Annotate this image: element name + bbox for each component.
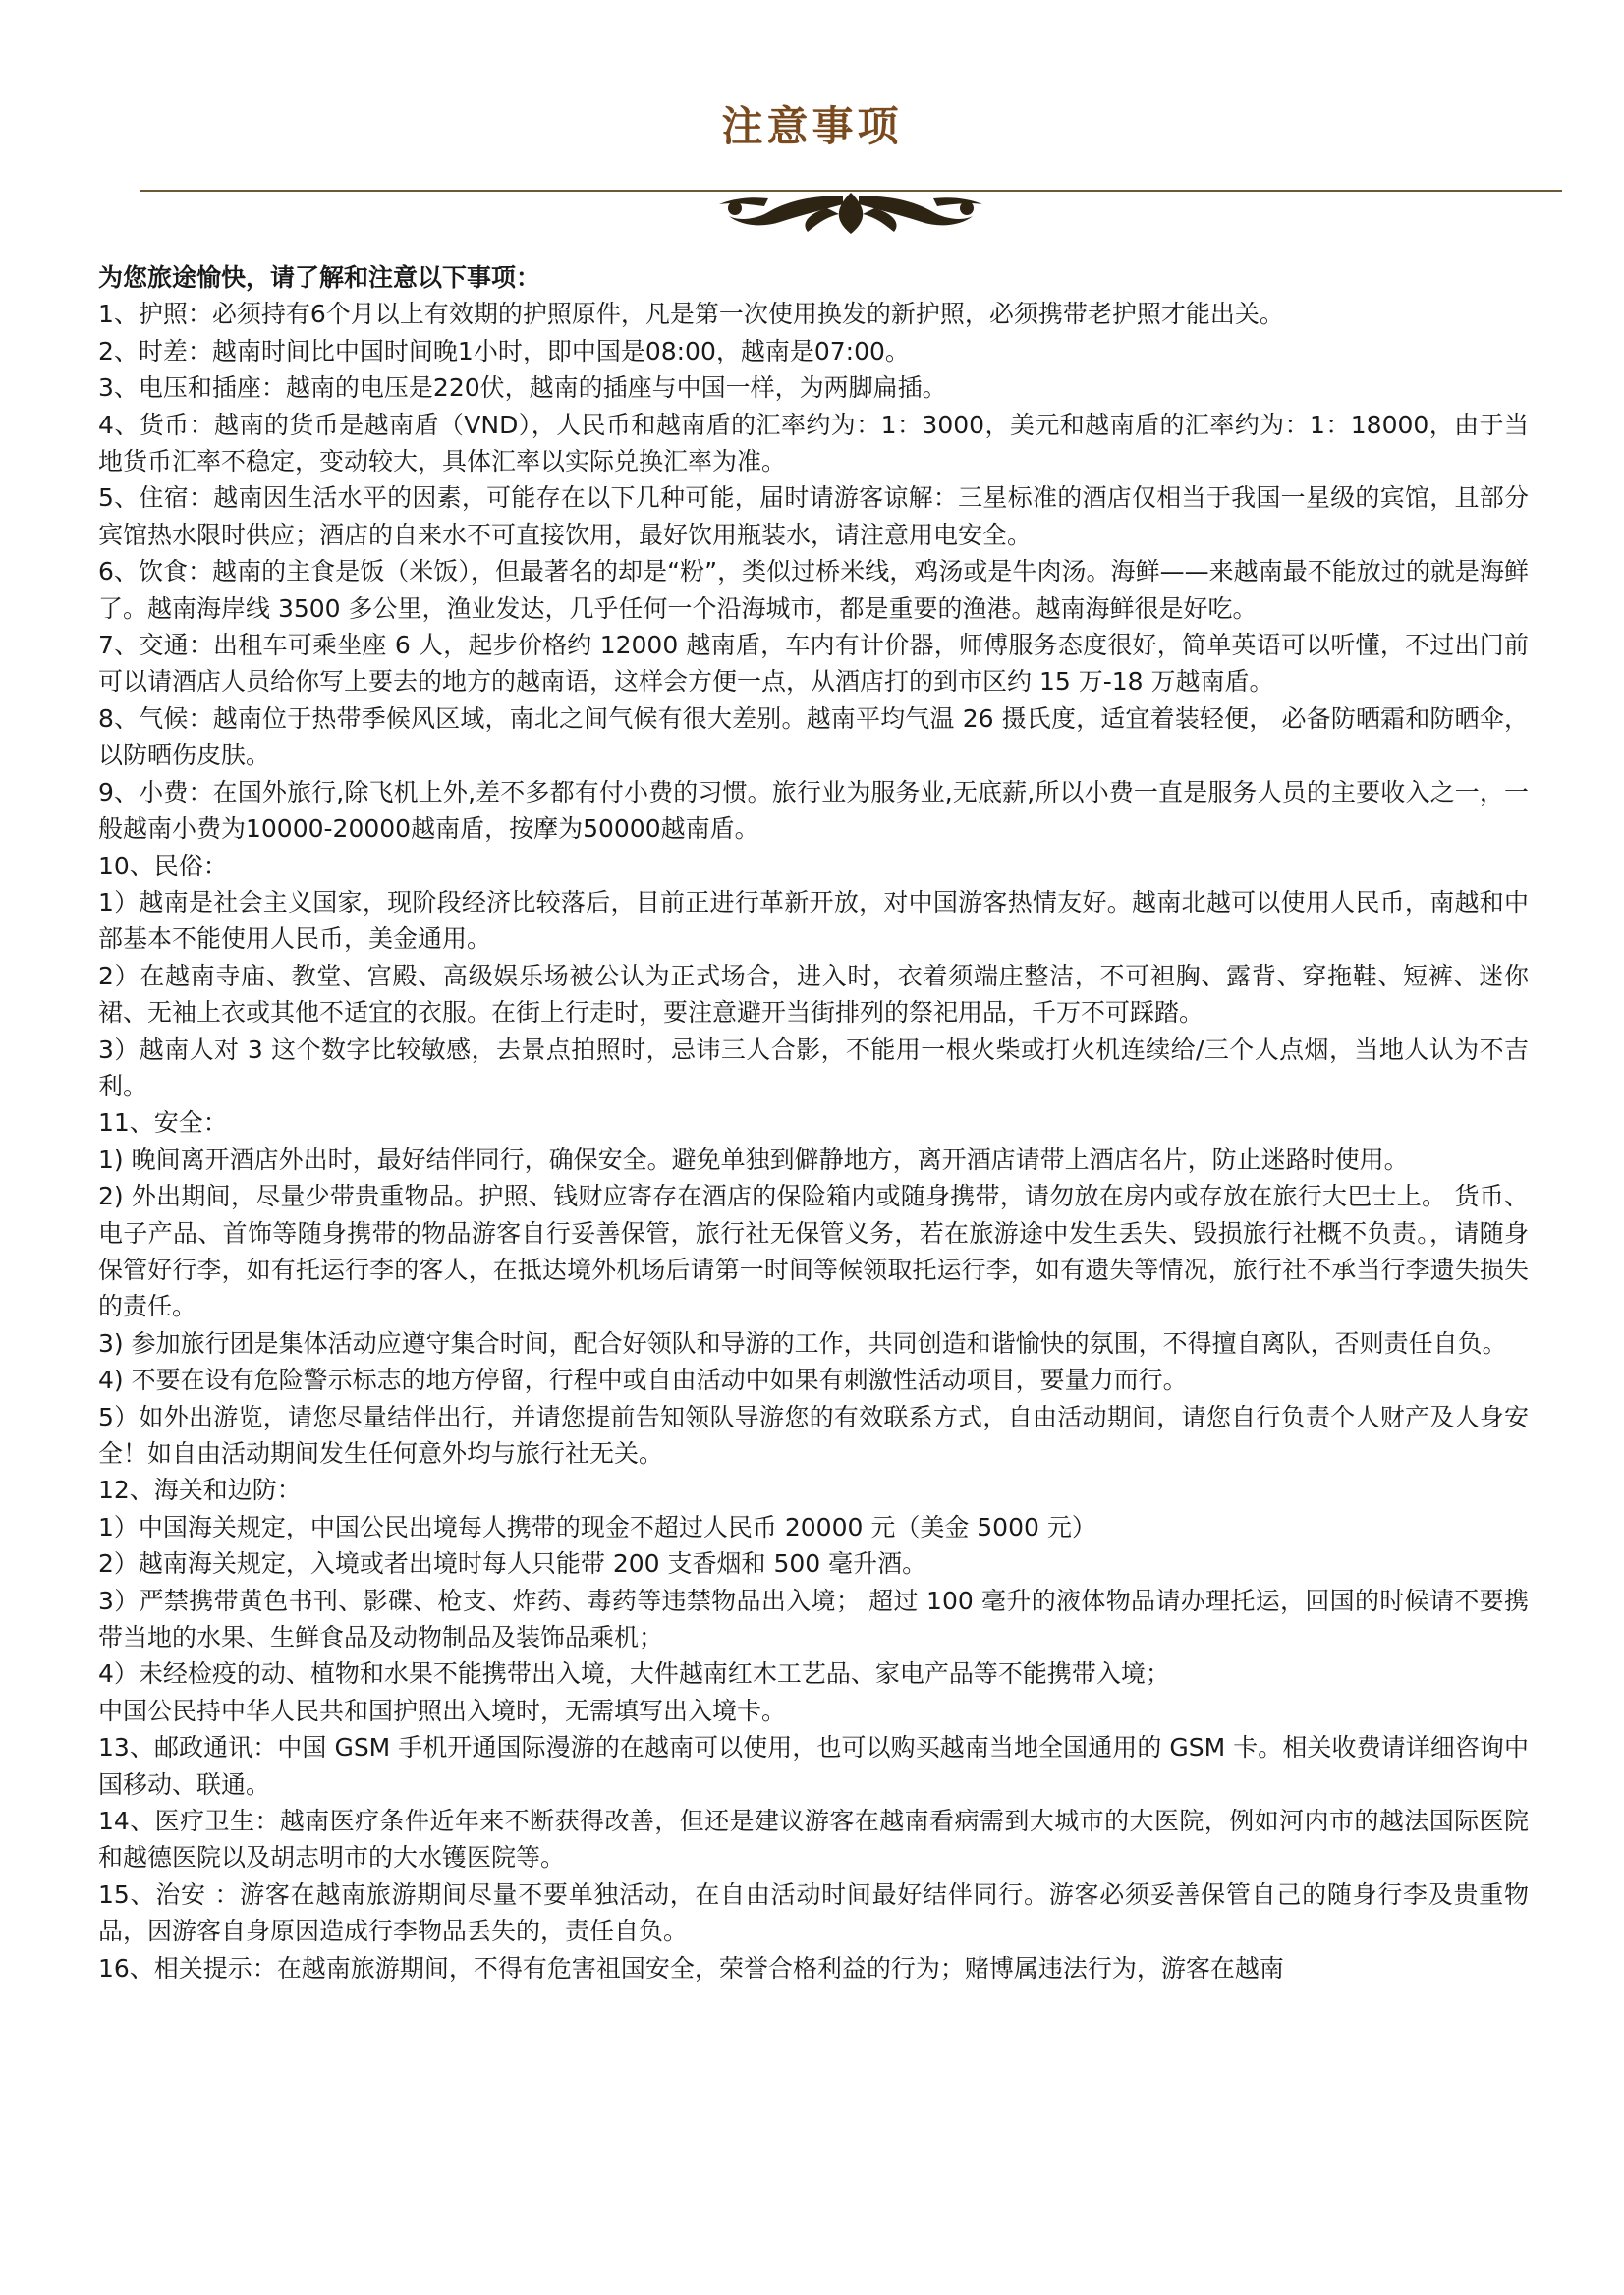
intro-heading: 为您旅途愉快，请了解和注意以下事项： bbox=[98, 263, 541, 292]
paragraph: 2、时差：越南时间比中国时间晚1小时，即中国是08:00，越南是07:00。 bbox=[98, 336, 910, 365]
paragraph: 1）中国海关规定，中国公民出境每人携带的现金不超过人民币 20000 元（美金 5000 元） bbox=[98, 1512, 1096, 1541]
paragraph: 6、饮食：越南的主食是饭（米饭），但最著名的却是“粉”，类似过桥米线，鸡汤或是牛肉汤。海鲜——来越南最不能放过的就是海鲜了。越南海岸线 3500 多公里，渔业发达，几乎任何一个沿海城市，都是重要的渔港。越南海鲜很是好吃。 bbox=[98, 557, 1529, 623]
paragraph: 15、治安 ：游客在越南旅游期间尽量不要单独活动，在自由活动时间最好结伴同行。游客必须妥善保管自己的随身行李及贵重物品，因游客自身原因造成行李物品丢失的，责任自负。 bbox=[98, 1879, 1529, 1946]
scroll-ornament-icon bbox=[719, 193, 982, 234]
paragraph: 16、相关提示：在越南旅游期间，不得有危害祖国安全，荣誉合格利益的行为；赌博属违法行为，游客在越南 bbox=[98, 1953, 1284, 1983]
paragraph: 4) 不要在设有危险警示标志的地方停留，行程中或自由活动中如果有刺激性活动项目，要量力而行。 bbox=[98, 1366, 1188, 1395]
paragraph: 13、邮政通讯：中国 GSM 手机开通国际漫游的在越南可以使用，也可以购买越南当地全国通用的 GSM 卡。相关收费请详细咨询中国移动、联通。 bbox=[98, 1733, 1529, 1799]
paragraph: 3、电压和插座：越南的电压是220伏，越南的插座与中国一样，为两脚扁插。 bbox=[98, 373, 947, 403]
page-title: 注意事项 bbox=[721, 102, 903, 150]
paragraph: 4、货币：越南的货币是越南盾（VND），人民币和越南盾的汇率约为：1：3000，美元和越南盾的汇率约为：1：18000，由于当地货币汇率不稳定，变动较大，具体汇率以实际兑换汇率为准。 bbox=[98, 410, 1529, 476]
paragraph: 10、民俗： bbox=[98, 851, 228, 880]
paragraph: 4）未经检疫的动、植物和水果不能携带出入境，大件越南红木工艺品、家电产品等不能携带入境； bbox=[98, 1659, 1170, 1689]
notice-content bbox=[98, 259, 1529, 1987]
paragraph: 2) 外出期间，尽量少带贵重物品。护照、钱财应寄存在酒店的保险箱内或随身携带，请勿放在房内或存放在旅行大巴士上。 货币、电子产品、首饰等随身携带的物品游客自行妥善保管，旅行社无保管义务，若在旅游途中发生丢失、毁损旅行社概不负责。，请随身保管好行李，如有托运行李的客人，在抵达境外机场后请第一时间等候领取托运行李，如有遗失等情况，旅行社不承当行李遗失损失的责任。 bbox=[98, 1182, 1529, 1321]
paragraph: 11、安全： bbox=[98, 1108, 228, 1138]
paragraph: 1、护照：必须持有6个月以上有效期的护照原件，凡是第一次使用换发的新护照，必须携带老护照才能出关。 bbox=[98, 300, 1284, 329]
paragraph: 7、交通：出租车可乘坐座 6 人，起步价格约 12000 越南盾，车内有计价器，师傅服务态度很好，简单英语可以听懂，不过出门前可以请酒店人员给你写上要去的地方的越南语，这样会方便一点，从酒店打的到市区约 15 万-18 万越南盾。 bbox=[98, 631, 1529, 697]
paragraph: 1) 晚间离开酒店外出时，最好结伴同行，确保安全。避免单独到僻静地方，离开酒店请带上酒店名片，防止迷路时使用。 bbox=[98, 1145, 1409, 1174]
paragraph: 14、医疗卫生：越南医疗条件近年来不断获得改善，但还是建议游客在越南看病需到大城市的大医院，例如河内市的越法国际医院和越德医院以及胡志明市的大水镬医院等。 bbox=[98, 1807, 1529, 1873]
paragraph: 1）越南是社会主义国家，现阶段经济比较落后，目前正进行革新开放，对中国游客热情友好。越南北越可以使用人民币，南越和中部基本不能使用人民币，美金通用。 bbox=[98, 887, 1529, 954]
paragraph: 5、住宿：越南因生活水平的因素，可能存在以下几种可能，届时请游客谅解：三星标准的酒店仅相当于我国一星级的宾馆，且部分宾馆热水限时供应；酒店的自来水不可直接饮用，最好饮用瓶装水，请注意用电安全。 bbox=[98, 483, 1529, 549]
paragraph: 3）越南人对 3 这个数字比较敏感，去景点拍照时，忌讳三人合影，不能用一根火柴或打火机连续给/三个人点烟，当地人认为不吉利。 bbox=[98, 1035, 1529, 1100]
paragraph: 5）如外出游览，请您尽量结伴出行，并请您提前告知领队导游您的有效联系方式，自由活动期间，请您自行负责个人财产及人身安全！如自由活动期间发生任何意外均与旅行社无关。 bbox=[98, 1402, 1529, 1468]
paragraph: 3) 参加旅行团是集体活动应遵守集合时间，配合好领队和导游的工作，共同创造和谐愉快的氛围，不得擅自离队，否则责任自负。 bbox=[98, 1328, 1507, 1358]
paragraph: 9、小费：在国外旅行,除飞机上外,差不多都有付小费的习惯。旅行业为服务业,无底薪,所以小费一直是服务人员的主要收入之一，一般越南小费为10000-20000越南盾，按摩为50000越南盾。 bbox=[98, 777, 1529, 844]
paragraph: 12、海关和边防： bbox=[98, 1476, 302, 1505]
paragraph: 2）越南海关规定，入境或者出境时每人只能带 200 支香烟和 500 毫升酒。 bbox=[98, 1549, 927, 1579]
paragraph: 中国公民持中华人民共和国护照出入境时，无需填写出入境卡。 bbox=[98, 1696, 787, 1725]
paragraph: 8、气候：越南位于热带季候风区域，南北之间气候有很大差别。越南平均气温 26 摄氏度，适宜着装轻便， 必备防晒霜和防晒伞，以防晒伤皮肤。 bbox=[98, 703, 1529, 770]
ornamental-divider bbox=[140, 183, 1562, 242]
paragraph: 3）严禁携带黄色书刊、影碟、枪支、炸药、毒药等违禁物品出入境； 超过 100 毫升的液体物品请办理托运，回国的时候请不要携带当地的水果、生鲜食品及动物制品及装饰品乘机； bbox=[98, 1586, 1529, 1652]
paragraph: 2）在越南寺庙、教堂、宫殿、高级娱乐场被公认为正式场合，进入时，衣着须端庄整洁，不可袒胸、露背、穿拖鞋、短裤、迷你裙、无袖上衣或其他不适宜的衣服。在街上行走时，要注意避开当街排列的祭祀用品，千万不可踩踏。 bbox=[98, 961, 1529, 1028]
